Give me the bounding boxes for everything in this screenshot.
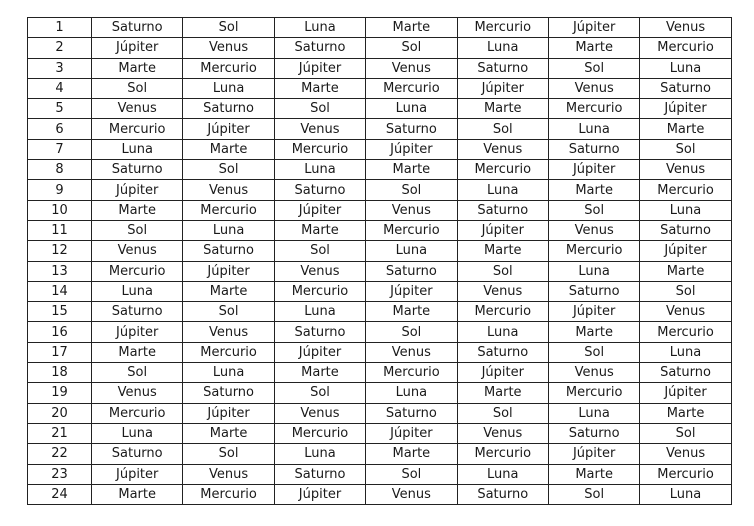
planet-cell: Saturno <box>548 423 639 443</box>
planet-cell: Venus <box>92 383 183 403</box>
planet-cell: Saturno <box>457 484 548 504</box>
planet-cell: Venus <box>366 58 457 78</box>
planet-cell: Luna <box>640 58 731 78</box>
planet-cell: Saturno <box>92 18 183 38</box>
planet-cell: Sol <box>548 484 639 504</box>
planet-cell: Sol <box>548 58 639 78</box>
planet-cell: Marte <box>548 180 639 200</box>
planet-cell: Saturno <box>183 99 274 119</box>
planet-cell: Mercurio <box>366 220 457 240</box>
planet-cell: Marte <box>366 160 457 180</box>
planet-cell: Sol <box>183 302 274 322</box>
planet-cell: Júpiter <box>183 119 274 139</box>
planet-cell: Júpiter <box>183 403 274 423</box>
planet-cell: Sol <box>640 423 731 443</box>
planet-cell: Venus <box>366 342 457 362</box>
planet-cell: Júpiter <box>548 18 639 38</box>
planet-cell: Sol <box>366 464 457 484</box>
planet-cell: Luna <box>457 38 548 58</box>
hour-number-cell: 10 <box>28 200 92 220</box>
planet-cell: Marte <box>92 200 183 220</box>
planet-cell: Saturno <box>274 38 365 58</box>
hour-number-cell: 9 <box>28 180 92 200</box>
planet-cell: Luna <box>457 180 548 200</box>
planet-cell: Luna <box>548 261 639 281</box>
planet-cell: Venus <box>366 200 457 220</box>
planet-cell: Sol <box>366 38 457 58</box>
planet-cell: Júpiter <box>457 78 548 98</box>
planet-cell: Sol <box>548 342 639 362</box>
planet-cell: Júpiter <box>92 464 183 484</box>
planet-cell: Sol <box>183 18 274 38</box>
planet-cell: Venus <box>183 180 274 200</box>
planet-cell: Sol <box>640 281 731 301</box>
hour-number-cell: 5 <box>28 99 92 119</box>
planet-cell: Marte <box>92 342 183 362</box>
table-row <box>28 464 732 484</box>
planet-cell: Júpiter <box>366 423 457 443</box>
planet-cell: Marte <box>183 139 274 159</box>
planet-cell: Mercurio <box>640 38 731 58</box>
hour-number-cell: 21 <box>28 423 92 443</box>
planet-cell: Mercurio <box>640 322 731 342</box>
planet-cell: Júpiter <box>548 444 639 464</box>
table-row <box>28 139 732 159</box>
hour-number-cell: 3 <box>28 58 92 78</box>
planet-cell: Saturno <box>548 139 639 159</box>
hour-number-cell: 19 <box>28 383 92 403</box>
planet-cell: Sol <box>274 241 365 261</box>
planet-cell: Sol <box>457 261 548 281</box>
planet-cell: Luna <box>366 383 457 403</box>
table-row <box>28 302 732 322</box>
planet-cell: Sol <box>92 363 183 383</box>
planet-cell: Luna <box>274 18 365 38</box>
planet-cell: Luna <box>92 281 183 301</box>
hour-number-cell: 24 <box>28 484 92 504</box>
planet-cell: Sol <box>274 99 365 119</box>
planet-cell: Mercurio <box>457 160 548 180</box>
planet-cell: Mercurio <box>457 18 548 38</box>
planet-cell: Júpiter <box>92 38 183 58</box>
hour-number-cell: 7 <box>28 139 92 159</box>
planet-cell: Mercurio <box>274 139 365 159</box>
planet-cell: Marte <box>183 281 274 301</box>
hour-number-cell: 18 <box>28 363 92 383</box>
table-row <box>28 363 732 383</box>
planet-cell: Marte <box>457 99 548 119</box>
planet-cell: Júpiter <box>274 342 365 362</box>
planet-cell: Júpiter <box>183 261 274 281</box>
planetary-hours-table <box>27 17 732 505</box>
planet-cell: Marte <box>274 220 365 240</box>
table-row <box>28 322 732 342</box>
planet-cell: Sol <box>274 383 365 403</box>
table-row <box>28 78 732 98</box>
table-row <box>28 241 732 261</box>
planet-cell: Sol <box>183 160 274 180</box>
table-row <box>28 119 732 139</box>
planet-cell: Sol <box>183 444 274 464</box>
hour-number-cell: 16 <box>28 322 92 342</box>
planet-cell: Marte <box>457 383 548 403</box>
planet-cell: Venus <box>274 261 365 281</box>
planet-cell: Mercurio <box>548 241 639 261</box>
planet-cell: Marte <box>548 38 639 58</box>
planet-cell: Sol <box>457 119 548 139</box>
planet-cell: Venus <box>183 38 274 58</box>
table-row <box>28 423 732 443</box>
planet-cell: Sol <box>548 200 639 220</box>
planet-cell: Venus <box>640 302 731 322</box>
planet-cell: Luna <box>366 241 457 261</box>
planet-cell: Venus <box>457 423 548 443</box>
planet-cell: Luna <box>274 302 365 322</box>
planet-cell: Saturno <box>548 281 639 301</box>
table-row <box>28 403 732 423</box>
planet-cell: Saturno <box>92 302 183 322</box>
planet-cell: Saturno <box>640 363 731 383</box>
hour-number-cell: 12 <box>28 241 92 261</box>
hour-number-cell: 14 <box>28 281 92 301</box>
planet-cell: Marte <box>274 78 365 98</box>
table-row <box>28 383 732 403</box>
table-row <box>28 18 732 38</box>
planet-cell: Marte <box>457 241 548 261</box>
table-row <box>28 200 732 220</box>
table-row <box>28 261 732 281</box>
table-row <box>28 58 732 78</box>
planet-cell: Sol <box>457 403 548 423</box>
hour-number-cell: 20 <box>28 403 92 423</box>
hour-number-cell: 2 <box>28 38 92 58</box>
planet-cell: Luna <box>183 220 274 240</box>
table-row <box>28 342 732 362</box>
hour-number-cell: 6 <box>28 119 92 139</box>
planet-cell: Marte <box>548 464 639 484</box>
planet-cell: Júpiter <box>274 200 365 220</box>
planet-cell: Mercurio <box>457 444 548 464</box>
planet-cell: Mercurio <box>274 423 365 443</box>
planet-cell: Luna <box>274 160 365 180</box>
planet-cell: Júpiter <box>457 220 548 240</box>
table-row <box>28 484 732 504</box>
planet-cell: Saturno <box>274 180 365 200</box>
planet-cell: Mercurio <box>640 464 731 484</box>
planet-cell: Mercurio <box>366 78 457 98</box>
planet-cell: Marte <box>274 363 365 383</box>
planet-cell: Saturno <box>457 200 548 220</box>
hour-number-cell: 22 <box>28 444 92 464</box>
planet-cell: Luna <box>640 200 731 220</box>
planet-cell: Mercurio <box>92 403 183 423</box>
planet-cell: Júpiter <box>366 139 457 159</box>
planet-cell: Júpiter <box>640 383 731 403</box>
planet-cell: Sol <box>366 180 457 200</box>
planet-cell: Venus <box>457 139 548 159</box>
planet-cell: Júpiter <box>274 58 365 78</box>
hour-number-cell: 8 <box>28 160 92 180</box>
planet-cell: Saturno <box>274 322 365 342</box>
planet-cell: Júpiter <box>640 99 731 119</box>
table-row <box>28 444 732 464</box>
planet-cell: Venus <box>92 99 183 119</box>
planet-cell: Marte <box>92 58 183 78</box>
planet-cell: Luna <box>640 342 731 362</box>
planet-cell: Mercurio <box>183 342 274 362</box>
planet-cell: Venus <box>92 241 183 261</box>
hour-number-cell: 17 <box>28 342 92 362</box>
planet-cell: Luna <box>548 119 639 139</box>
planet-cell: Mercurio <box>548 383 639 403</box>
planet-cell: Sol <box>92 220 183 240</box>
planet-cell: Mercurio <box>183 200 274 220</box>
table-row <box>28 281 732 301</box>
planet-cell: Saturno <box>92 160 183 180</box>
planet-cell: Luna <box>92 139 183 159</box>
table-body <box>28 18 732 505</box>
table-row <box>28 180 732 200</box>
planet-cell: Júpiter <box>92 322 183 342</box>
planet-cell: Mercurio <box>457 302 548 322</box>
planet-cell: Marte <box>366 444 457 464</box>
hour-number-cell: 11 <box>28 220 92 240</box>
planet-cell: Venus <box>640 444 731 464</box>
hour-number-cell: 23 <box>28 464 92 484</box>
planet-cell: Saturno <box>366 403 457 423</box>
planet-cell: Marte <box>640 261 731 281</box>
planet-cell: Mercurio <box>640 180 731 200</box>
planet-cell: Marte <box>366 18 457 38</box>
planet-cell: Saturno <box>92 444 183 464</box>
planet-cell: Mercurio <box>274 281 365 301</box>
planet-cell: Saturno <box>366 119 457 139</box>
planet-cell: Saturno <box>457 58 548 78</box>
planet-cell: Mercurio <box>183 58 274 78</box>
planet-cell: Júpiter <box>366 281 457 301</box>
planet-cell: Júpiter <box>640 241 731 261</box>
planet-cell: Sol <box>640 139 731 159</box>
planet-cell: Júpiter <box>274 484 365 504</box>
planet-cell: Marte <box>183 423 274 443</box>
table-row <box>28 160 732 180</box>
planet-cell: Luna <box>183 363 274 383</box>
planet-cell: Venus <box>548 363 639 383</box>
table-row <box>28 220 732 240</box>
planet-cell: Mercurio <box>92 261 183 281</box>
planet-cell: Marte <box>640 119 731 139</box>
planet-cell: Júpiter <box>457 363 548 383</box>
planet-cell: Júpiter <box>548 302 639 322</box>
planet-cell: Saturno <box>183 383 274 403</box>
planet-cell: Saturno <box>640 78 731 98</box>
planet-cell: Saturno <box>274 464 365 484</box>
planet-cell: Marte <box>92 484 183 504</box>
planet-cell: Venus <box>457 281 548 301</box>
planet-cell: Saturno <box>457 342 548 362</box>
planet-cell: Marte <box>548 322 639 342</box>
planet-cell: Júpiter <box>548 160 639 180</box>
planet-cell: Marte <box>640 403 731 423</box>
planet-cell: Luna <box>92 423 183 443</box>
planet-cell: Venus <box>183 464 274 484</box>
planet-cell: Luna <box>548 403 639 423</box>
planet-cell: Sol <box>366 322 457 342</box>
planet-cell: Luna <box>640 484 731 504</box>
planet-cell: Venus <box>548 220 639 240</box>
planet-cell: Luna <box>457 322 548 342</box>
planet-cell: Venus <box>640 160 731 180</box>
planet-cell: Mercurio <box>92 119 183 139</box>
planet-cell: Sol <box>92 78 183 98</box>
planet-cell: Venus <box>366 484 457 504</box>
planet-cell: Mercurio <box>548 99 639 119</box>
planet-cell: Saturno <box>640 220 731 240</box>
planet-cell: Marte <box>366 302 457 322</box>
planet-cell: Mercurio <box>366 363 457 383</box>
planet-cell: Venus <box>274 403 365 423</box>
planet-cell: Luna <box>183 78 274 98</box>
planet-cell: Venus <box>274 119 365 139</box>
planet-cell: Luna <box>457 464 548 484</box>
planet-cell: Júpiter <box>92 180 183 200</box>
planet-cell: Venus <box>640 18 731 38</box>
planet-cell: Venus <box>548 78 639 98</box>
planet-cell: Luna <box>366 99 457 119</box>
hour-number-cell: 13 <box>28 261 92 281</box>
hour-number-cell: 15 <box>28 302 92 322</box>
table-row <box>28 99 732 119</box>
hour-number-cell: 1 <box>28 18 92 38</box>
hour-number-cell: 4 <box>28 78 92 98</box>
planet-cell: Luna <box>274 444 365 464</box>
table-row <box>28 38 732 58</box>
planet-cell: Mercurio <box>183 484 274 504</box>
planet-cell: Saturno <box>366 261 457 281</box>
planet-cell: Venus <box>183 322 274 342</box>
planet-cell: Saturno <box>183 241 274 261</box>
